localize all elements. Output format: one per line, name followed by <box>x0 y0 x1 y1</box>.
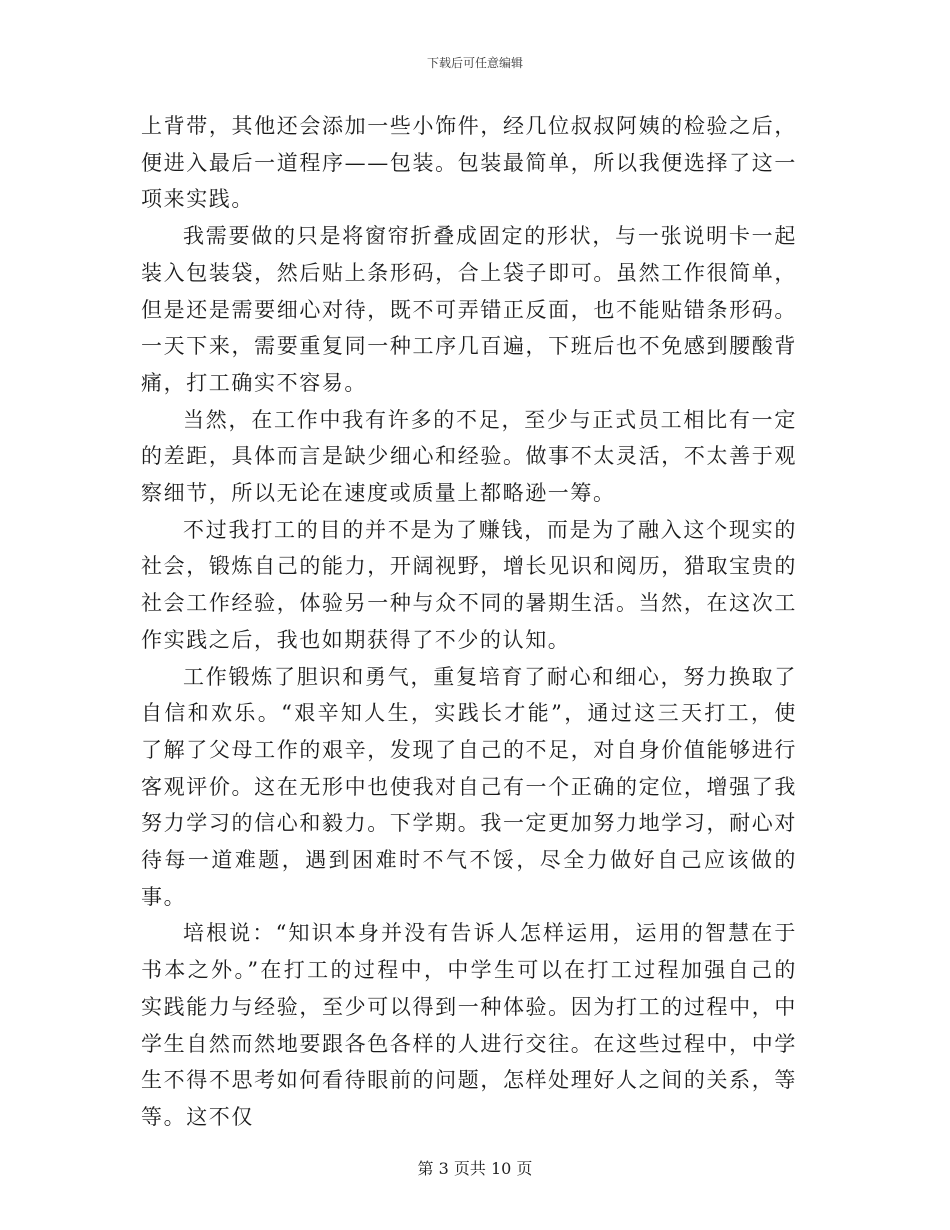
paragraph-4: 不过我打工的目的并不是为了赚钱，而是为了融入这个现实的社会，锻炼自己的能力，开阔视野，增长见识和阅历，猎取宝贵的社会工作经验，体验另一种与众不同的暑期生活。当然，在这次工作实践之后，我也如期获得了不少的认知。 <box>141 517 797 652</box>
page-header: 下载后可任意编辑 <box>426 56 523 70</box>
paragraph-1: 上背带，其他还会添加一些小饰件，经几位叔叔阿姨的检验之后，便进入最后一道程序——包装。包装最简单，所以我便选择了这一项来实践。 <box>141 114 797 212</box>
paragraph-6: 培根说：“知识本身并没有告诉人怎样运用，运用的智慧在于书本之外。”在打工的过程中，中学生可以在打工过程加强自己的实践能力与经验，至少可以得到一种体验。因为打工的过程中，中学生自然而然地要跟各色各样的人进行交往。在这些过程中，中学生不得不思考如何看待眼前的问题，怎样处理好人之间的关系，等等。这不仅 <box>141 921 797 1129</box>
paragraph-3: 当然，在工作中我有许多的不足，至少与正式员工相比有一定的差距，具体而言是缺少细心和经验。做事不太灵活，不太善于观察细节，所以无论在速度或质量上都略逊一筹。 <box>141 407 797 506</box>
paragraph-5: 工作锻炼了胆识和勇气，重复培育了耐心和细心，努力换取了自信和欢乐。“艰辛知人生，实践长才能”，通过这三天打工，使了解了父母工作的艰辛，发现了自己的不足，对自身价值能够进行客观评价。这在无形中也使我对自己有一个正确的定位，增强了我努力学习的信心和毅力。下学期。我一定更加努力地学习，耐心对待每一道难题，遇到困难时不气不馁，尽全力做好自己应该做的事。 <box>141 664 797 909</box>
page-footer: 第 3 页共 10 页 <box>417 1159 533 1178</box>
document-body <box>141 108 797 1136</box>
paragraph-2: 我需要做的只是将窗帘折叠成固定的形状，与一张说明卡一起装入包装袋，然后贴上条形码，合上袋子即可。虽然工作很简单，但是还是需要细心对待，既不可弄错正反面，也不能贴错条形码。一天下来，需要重复同一种工序几百遍，下班后也不免感到腰酸背痛，打工确实不容易。 <box>141 224 797 395</box>
